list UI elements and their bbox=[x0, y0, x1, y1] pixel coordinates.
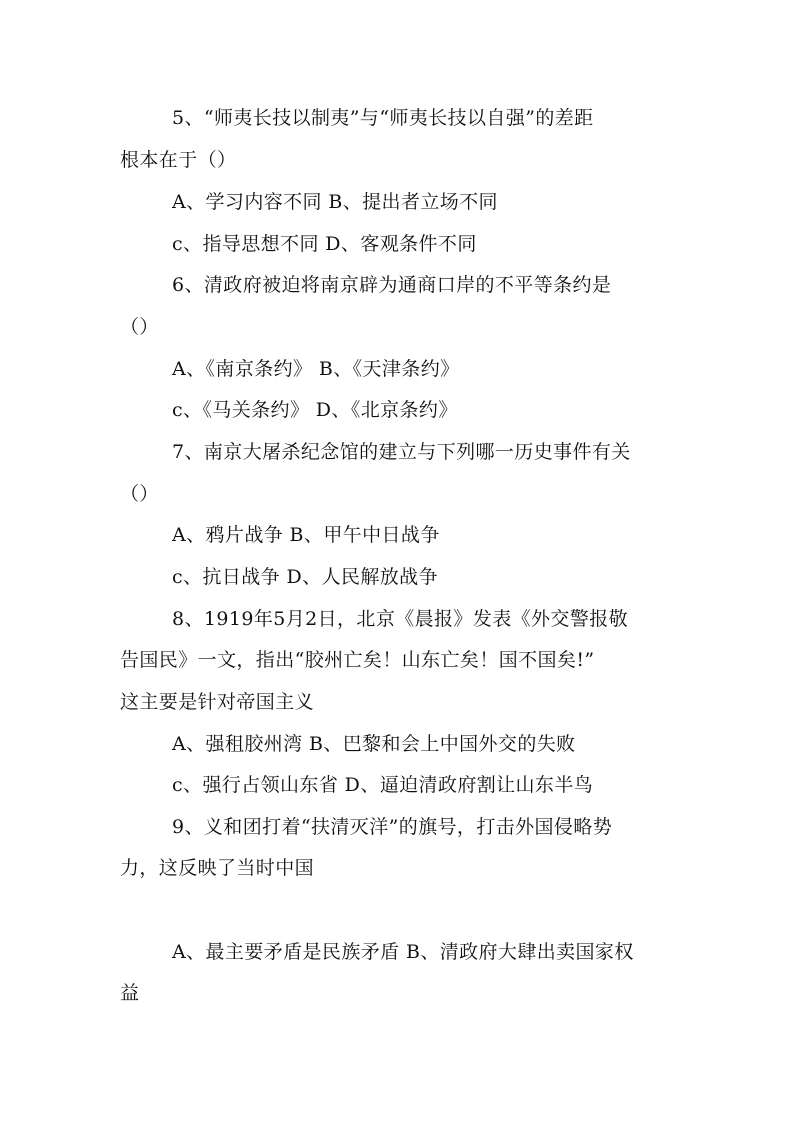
question-5-stem-line-2: 根本在于（） bbox=[120, 149, 237, 171]
question-8-options-cd: c、强行占领山东省 D、逼迫清政府割让山东半鸟 bbox=[172, 774, 594, 796]
question-8-stem-line-3: 这主要是针对帝国主义 bbox=[120, 691, 315, 713]
question-9-stem-line-1: 9、义和团打着“扶清灭洋”的旗号，打击外国侵略势 bbox=[172, 816, 613, 838]
question-7-options-cd: c、抗日战争 D、人民解放战争 bbox=[172, 566, 438, 588]
question-9-stem-line-2: 力，这反映了当时中国 bbox=[120, 857, 315, 879]
question-6-stem-line-1: 6、清政府被迫将南京辟为通商口岸的不平等条约是 bbox=[172, 274, 612, 296]
question-7-options-ab: A、鸦片战争 B、甲午中日战争 bbox=[172, 524, 440, 546]
question-5-stem-line-1: 5、“师夷长技以制夷”与“师夷长技以自强”的差距 bbox=[172, 107, 594, 129]
question-8-stem-line-2: 告国民》一文，指出“胶州亡矣！山东亡矣！国不国矣!” bbox=[120, 649, 595, 671]
question-7-stem-line-2: （） bbox=[120, 483, 159, 505]
question-5-options-ab: A、学习内容不同 B、提出者立场不同 bbox=[172, 191, 498, 213]
question-8-options-ab: A、强租胶州湾 B、巴黎和会上中国外交的失败 bbox=[172, 733, 576, 755]
question-6-stem-line-2: （） bbox=[120, 316, 159, 338]
question-7-stem-line-1: 7、南京大屠杀纪念馆的建立与下列哪一历史事件有关 bbox=[172, 441, 631, 463]
question-9-options-ab-line-2: 益 bbox=[120, 982, 140, 1004]
question-6-options-ab: A、《南京条约》 B、《天津条约》 bbox=[172, 358, 460, 380]
question-6-options-cd: c、《马关条约》 D、《北京条约》 bbox=[172, 399, 458, 421]
question-8-stem-line-1: 8、1919年5月2日，北京《晨报》发表《外交警报敬 bbox=[172, 608, 629, 630]
question-5-options-cd: c、指导思想不同 D、客观条件不同 bbox=[172, 233, 477, 255]
question-9-options-ab-line-1: A、最主要矛盾是民族矛盾 B、清政府大肆出卖国家权 bbox=[172, 941, 634, 963]
